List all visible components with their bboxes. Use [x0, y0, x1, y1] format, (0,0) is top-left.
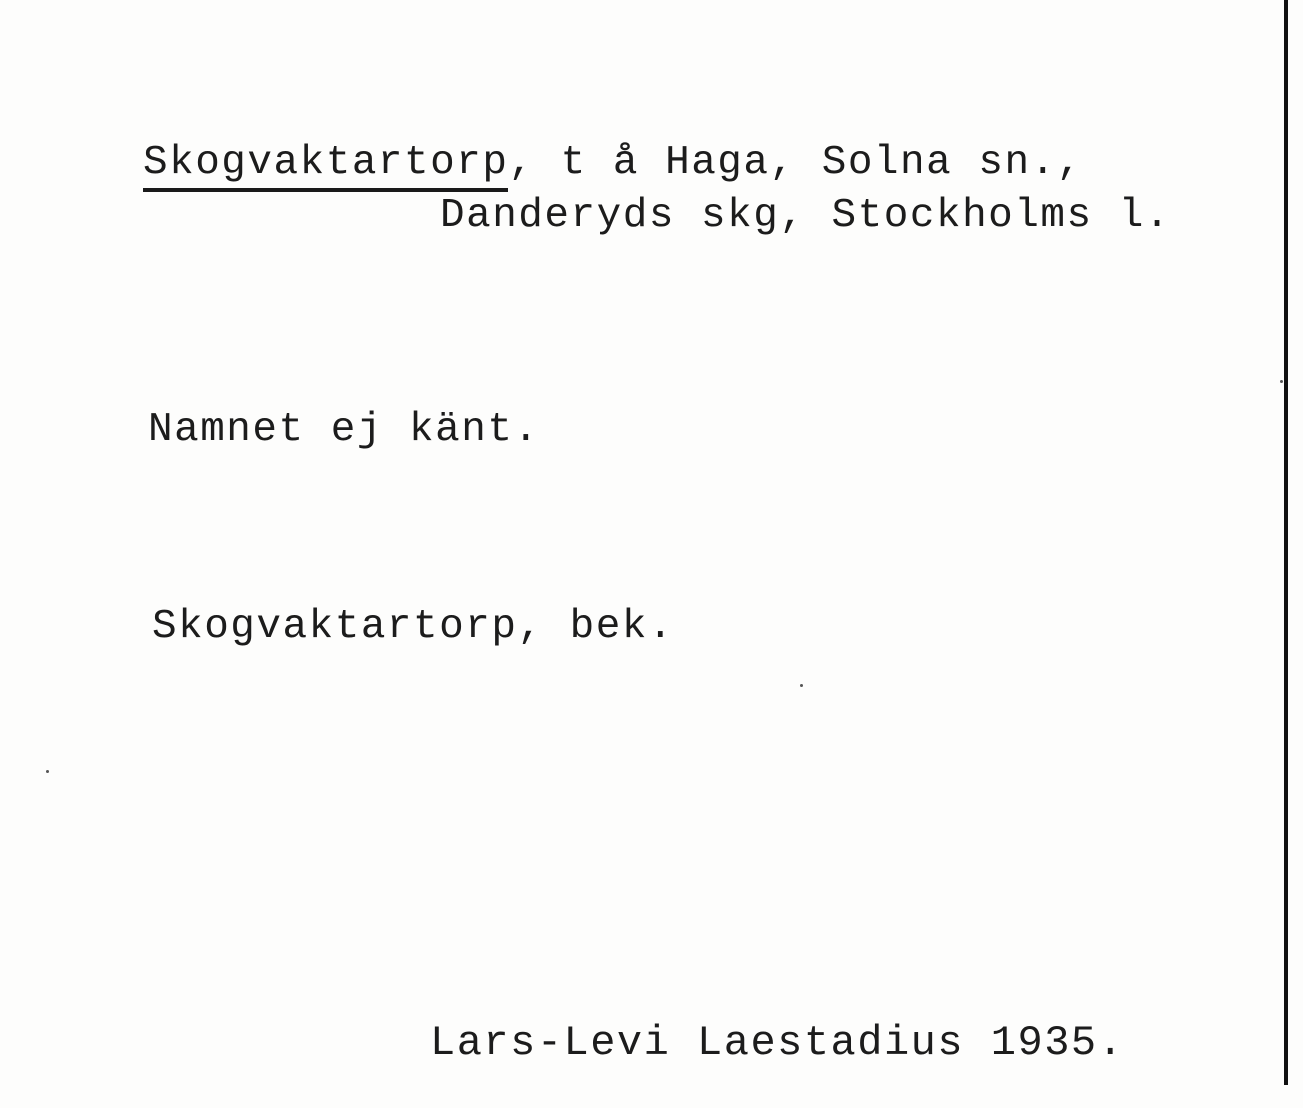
header-line-1: [143, 140, 1083, 186]
signature-text: Lars-Levi Laestadius 1935.: [430, 1019, 1125, 1067]
note-text: Namnet ej känt.: [148, 407, 540, 453]
name-form-text: Skogvaktartorp, bek.: [152, 604, 675, 650]
headword: Skogvaktartorp: [143, 140, 508, 192]
ink-speck: [46, 770, 49, 773]
ink-speck: [800, 684, 803, 687]
header-location: , t å Haga, Solna sn.,: [508, 140, 1083, 186]
header-line-2: Danderyds skg, Stockholms l.: [440, 193, 1171, 239]
card-edge-line: [1284, 0, 1288, 1085]
ink-speck: [1280, 380, 1283, 383]
